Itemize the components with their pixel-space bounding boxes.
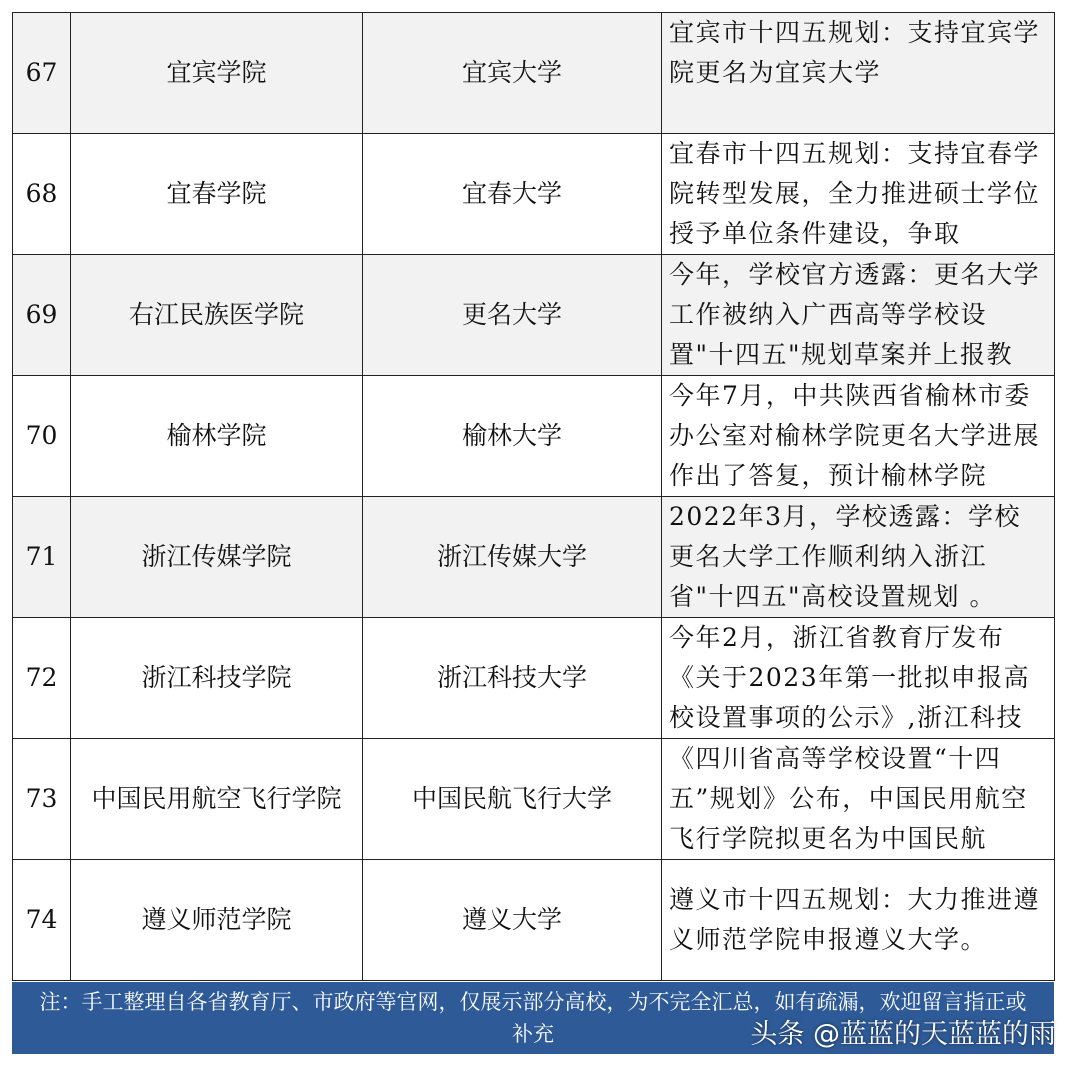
table-row (13, 13, 1055, 134)
target-name-cell (363, 255, 662, 376)
note-cell (662, 376, 1055, 497)
target-name-cell (363, 618, 662, 739)
table-row (13, 376, 1055, 497)
note-text: 今年，学校官方透露：更名大学工作被纳入广西高等学校设置"十四五"规划草案并上报教 (669, 260, 1041, 369)
current-name: 遵义师范学院 (141, 905, 292, 934)
row-number: 73 (13, 739, 71, 860)
note-text: 今年7月，中共陕西省榆林市委办公室对榆林学院更名大学进展作出了答复，预计榆林学院 (669, 381, 1041, 490)
watermark: 头条 @蓝蓝的天蓝蓝的雨 (750, 1019, 1056, 1050)
current-name-cell (71, 13, 363, 134)
university-rename-table (12, 12, 1055, 981)
note-text: 《四川省高等学校设置“十四五”规划》公布，中国民用航空飞行学院拟更名为中国民航 (669, 744, 1028, 853)
table-row (13, 134, 1055, 255)
row-number: 71 (13, 497, 71, 618)
target-name: 榆林大学 (461, 421, 562, 450)
target-name-cell (363, 376, 662, 497)
table-row (13, 618, 1055, 739)
footnote-text: 注：手工整理自各省教育厅、市政府等官网，仅展示部分高校，为不完全汇总，如有疏漏，欢迎留言指正或补充 (39, 990, 1027, 1046)
current-name: 中国民用航空飞行学院 (91, 784, 342, 813)
note-cell (662, 860, 1055, 981)
row-number: 74 (13, 860, 71, 981)
target-name: 宜春大学 (461, 179, 562, 208)
row-number: 67 (13, 13, 71, 134)
current-name-cell (71, 134, 363, 255)
target-name: 宜宾大学 (461, 58, 562, 87)
target-name-cell (363, 497, 662, 618)
note-cell (662, 497, 1055, 618)
table-row (13, 255, 1055, 376)
note-text: 遵义市十四五规划：大力推进遵义师范学院申报遵义大学。 (669, 885, 1041, 954)
note-text: 宜春市十四五规划：支持宜春学院转型发展，全力推进硕士学位授予单位条件建设，争取 (669, 139, 1041, 248)
current-name-cell (71, 618, 363, 739)
note-text: 今年2月，浙江省教育厅发布《关于2023年第一批拟申报高校设置事项的公示》,浙江科技 (669, 623, 1031, 732)
current-name: 宜春学院 (166, 179, 267, 208)
note-cell (662, 13, 1055, 134)
current-name: 榆林学院 (166, 421, 267, 450)
table-row (13, 497, 1055, 618)
row-number: 68 (13, 134, 71, 255)
target-name-cell (363, 13, 662, 134)
target-name: 浙江传媒大学 (436, 542, 587, 571)
current-name-cell (71, 497, 363, 618)
target-name-cell (363, 860, 662, 981)
target-name-cell (363, 134, 662, 255)
current-name-cell (71, 860, 363, 981)
target-name: 中国民航飞行大学 (411, 784, 612, 813)
current-name-cell (71, 376, 363, 497)
table-row (13, 860, 1055, 981)
current-name: 浙江传媒学院 (141, 542, 292, 571)
note-cell (662, 618, 1055, 739)
current-name: 右江民族医学院 (128, 300, 304, 329)
current-name: 宜宾学院 (166, 58, 267, 87)
row-number: 70 (13, 376, 71, 497)
note-cell (662, 134, 1055, 255)
university-rename-table-wrapper (12, 12, 1054, 981)
target-name: 遵义大学 (461, 905, 562, 934)
note-text: 2022年3月，学校透露：学校更名大学工作顺利纳入浙江省"十四五"高校设置规划 。 (669, 502, 1022, 611)
current-name-cell (71, 255, 363, 376)
target-name: 更名大学 (461, 300, 562, 329)
table-row (13, 739, 1055, 860)
target-name: 浙江科技大学 (436, 663, 587, 692)
note-text: 宜宾市十四五规划：支持宜宾学院更名为宜宾大学 (669, 18, 1041, 87)
row-number: 69 (13, 255, 71, 376)
row-number: 72 (13, 618, 71, 739)
note-cell (662, 255, 1055, 376)
note-cell (662, 739, 1055, 860)
current-name-cell (71, 739, 363, 860)
target-name-cell (363, 739, 662, 860)
current-name: 浙江科技学院 (141, 663, 292, 692)
